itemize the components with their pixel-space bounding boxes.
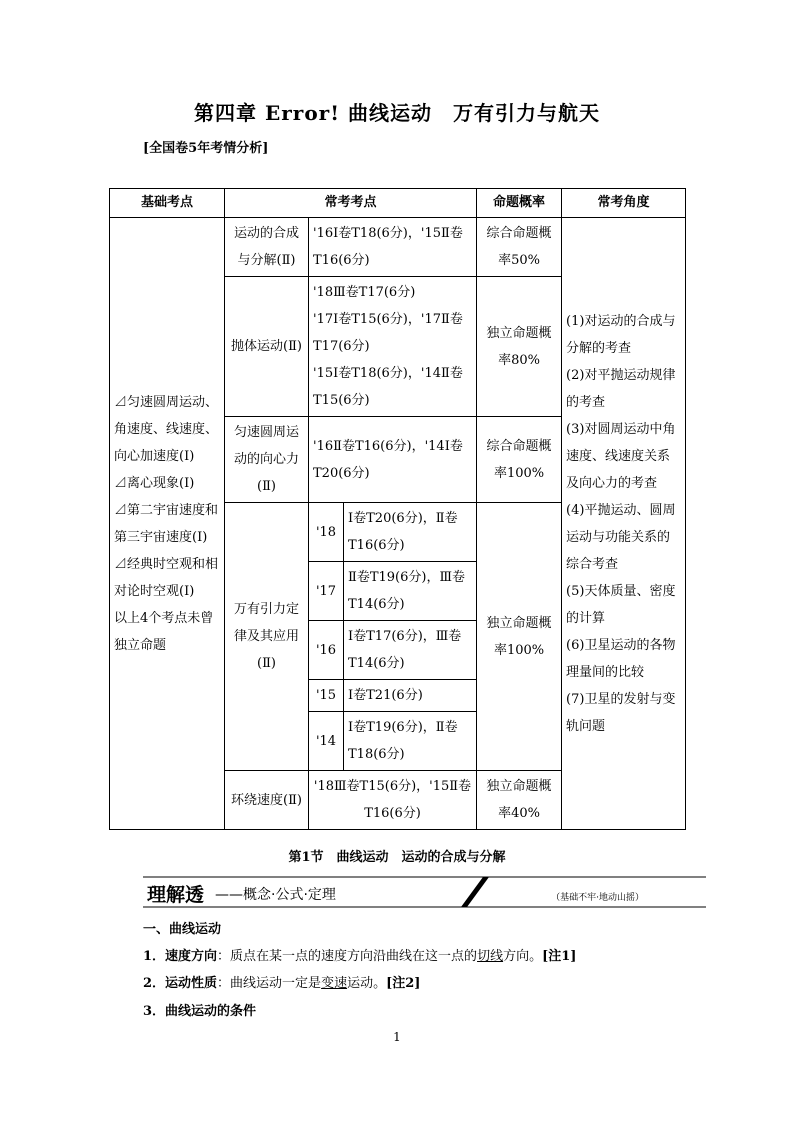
exam-cell: Ⅱ卷T19(6分)，Ⅲ卷T14(6分) (344, 562, 477, 621)
topic-cell: 匀速圆周运动的向心力(Ⅱ) (225, 417, 309, 503)
header-common: 常考考点 (225, 189, 477, 218)
year-cell: '18 (309, 503, 344, 562)
prob-cell: 独立命题概率40% (477, 771, 562, 830)
prob-cell: 独立命题概率100% (477, 503, 562, 771)
exam-cell: '18Ⅲ卷T17(6分) '17Ⅰ卷T15(6分)，'17Ⅱ卷T17(6分) '15Ⅰ卷T18(6分)，'14Ⅱ卷T15(6分) (309, 277, 477, 417)
year-cell: '16 (309, 621, 344, 680)
header-angle: 常考角度 (562, 189, 686, 218)
year-cell: '17 (309, 562, 344, 621)
exam-cell: Ⅰ卷T19(6分)，Ⅱ卷T18(6分) (344, 712, 477, 771)
analysis-heading: [全国卷5年考情分析] (143, 141, 269, 156)
year-cell: '14 (309, 712, 344, 771)
paragraph-velocity-direction: 1．速度方向：质点在某一点的速度方向沿曲线在这一点的切线方向。[注1] (143, 949, 577, 964)
paragraph-motion-condition: 3．曲线运动的条件 (143, 1004, 257, 1019)
header-prob: 命题概率 (477, 189, 562, 218)
angles-cell: (1)对运动的合成与分解的考查 (2)对平抛运动规律的考查 (3)对圆周运动中角速度、线速度关系及向心力的考查 (4)平抛运动、圆周运动与功能关系的综合考查 (5)天体质量、密度的计算 (6)卫星运动的各物理量间的比较 (7)卫星的发射与变轨问题 (562, 218, 686, 830)
paragraph-motion-property: 2．运动性质：曲线运动一定是变速运动。[注2] (143, 976, 421, 991)
year-cell: '15 (309, 680, 344, 712)
exam-cell: '16Ⅰ卷T18(6分)，'15Ⅱ卷T16(6分) (309, 218, 477, 277)
banner-sub-text: ——概念·公式·定理 (215, 887, 336, 903)
banner-note: （基础不牢·地动山摇） (551, 893, 644, 903)
section-title: 第1节 曲线运动 运动的合成与分解 (288, 850, 506, 865)
basic-points-cell: ⊿匀速圆周运动、角速度、线速度、向心加速度(Ⅰ) ⊿离心现象(Ⅰ) ⊿第二宇宙速度和第三宇宙速度(Ⅰ) ⊿经典时空观和相对论时空观(Ⅰ) 以上4个考点未曾独立命题 (110, 218, 225, 830)
table-row (110, 218, 686, 277)
exam-cell: '18Ⅲ卷T15(6分)，'15Ⅱ卷T16(6分) (309, 771, 477, 830)
prob-cell: 综合命题概率50% (477, 218, 562, 277)
exam-cell: Ⅰ卷T20(6分)，Ⅱ卷T16(6分) (344, 503, 477, 562)
document-title: 第四章 Error! 曲线运动 万有引力与航天 (194, 101, 600, 125)
prob-cell: 综合命题概率100% (477, 417, 562, 503)
topic-cell: 运动的合成与分解(Ⅱ) (225, 218, 309, 277)
exam-analysis-table (109, 188, 686, 830)
section-banner (143, 876, 706, 908)
heading-curve-motion: 一、曲线运动 (143, 922, 222, 937)
exam-cell: Ⅰ卷T17(6分)，Ⅲ卷T14(6分) (344, 621, 477, 680)
note-link[interactable]: [注1] (542, 949, 577, 964)
topic-cell: 万有引力定律及其应用(Ⅱ) (225, 503, 309, 771)
header-basic: 基础考点 (110, 189, 225, 218)
topic-cell: 环绕速度(Ⅱ) (225, 771, 309, 830)
exam-cell: '16Ⅱ卷T16(6分)，'14Ⅰ卷T20(6分) (309, 417, 477, 503)
table-header-row (110, 189, 686, 218)
prob-cell: 独立命题概率80% (477, 277, 562, 417)
page-number: 1 (393, 1030, 401, 1044)
topic-cell: 抛体运动(Ⅱ) (225, 277, 309, 417)
note-link[interactable]: [注2] (386, 976, 421, 991)
exam-cell: Ⅰ卷T21(6分) (344, 680, 477, 712)
banner-main-text: 理解透 (147, 884, 205, 906)
